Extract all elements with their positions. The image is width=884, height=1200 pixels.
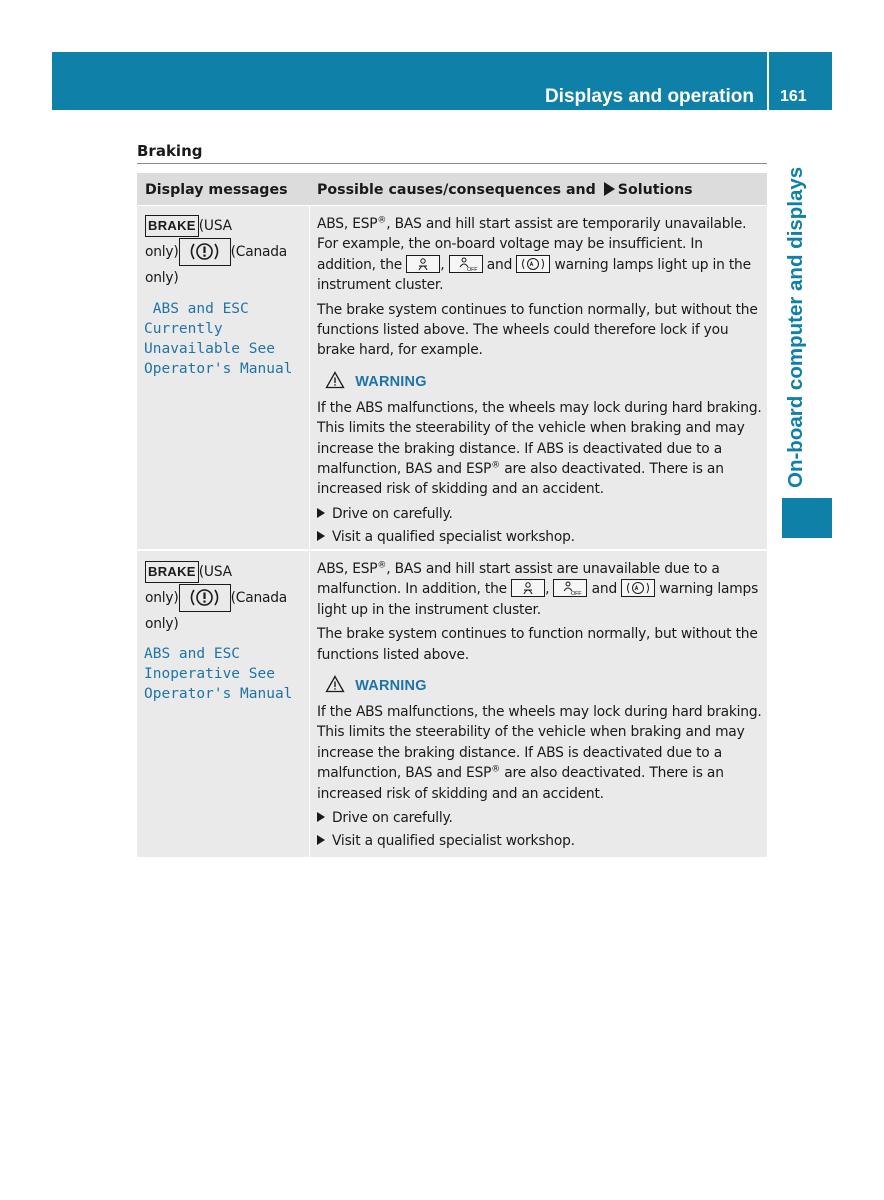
brake-warning-icon: BRAKE	[145, 561, 199, 583]
abs-warning-lamp-icon	[516, 255, 550, 273]
header-title: Displays and operation	[544, 86, 754, 107]
warning-text: If the ABS malfunctions, the wheels may lock during hard braking. This limits the steerability of the vehicle when braking and may increase the braking distance. If ABS is deactivated due to a malfunction, BAS and ESP	[317, 399, 762, 478]
bullet-arrow-icon	[317, 508, 325, 518]
table-row-2-message-cell	[137, 551, 309, 857]
cause-text: ABS, ESP	[317, 561, 378, 577]
esp-off-warning-lamp-icon	[553, 579, 587, 597]
instruction-text: Drive on carefully.	[332, 505, 453, 522]
parking-brake-warning-icon	[179, 238, 231, 266]
table-header	[137, 173, 767, 205]
warning-text: If the ABS malfunctions, the wheels may lock during hard braking. This limits the steerability of the vehicle when braking and may increase the braking distance. If ABS is deactivated due to a malfunction, BAS and ESP	[317, 704, 762, 782]
warning-text-cont: are also deactivated. There is an increased risk of skidding and an accident.	[317, 765, 724, 802]
warning-text-cont: are also deactivated. There is an increased risk of skidding and an accident.	[317, 461, 724, 498]
column-header-causes-text: Possible causes/consequences and	[317, 182, 596, 198]
column-header-solutions-text: Solutions	[617, 182, 693, 198]
warning-label: WARNING	[355, 373, 427, 390]
comma-separator: ,	[440, 256, 445, 273]
instruction-item	[317, 831, 765, 851]
warning-label: WARNING	[355, 678, 427, 695]
warning-heading	[325, 675, 765, 697]
region-usa: (USA	[198, 564, 232, 580]
conjunction: and	[591, 581, 618, 598]
registered-mark: ®	[491, 460, 501, 471]
table-row-1-solution-cell	[310, 206, 767, 549]
parking-brake-warning-icon	[179, 584, 231, 612]
table-row-1-message-cell	[137, 206, 309, 549]
region-usa: (USA	[198, 218, 232, 234]
warning-triangle-icon	[325, 371, 345, 389]
instruction-text: Visit a qualified specialist workshop.	[332, 529, 575, 546]
abs-warning-lamp-icon	[621, 579, 655, 597]
esp-warning-lamp-icon	[406, 255, 440, 273]
column-header-display-messages: Display messages	[145, 182, 288, 198]
page-number: 161	[780, 88, 807, 105]
display-message-text: ABS and ESC Currently Unavailable See Operator's Manual	[144, 301, 293, 377]
cause-text-end: warning lamps light up in the instrument cluster.	[317, 581, 759, 618]
cause-text-end: warning lamps light up in the instrument cluster.	[317, 256, 751, 294]
registered-mark: ®	[377, 560, 387, 571]
section-title: Braking	[137, 142, 203, 160]
comma-separator: ,	[545, 581, 550, 598]
instruction-item	[317, 808, 765, 828]
side-tab-marker	[782, 498, 832, 538]
brake-warning-icon: BRAKE	[145, 215, 199, 237]
region-usa-only: only)	[145, 244, 179, 260]
instruction-text: Visit a qualified specialist workshop.	[332, 833, 575, 850]
consequence-paragraph: The brake system continues to function normally, but without the functions listed above. The wheels could therefore lock if you brake hard, for example.	[317, 301, 758, 359]
section-rule	[137, 163, 767, 164]
header-divider	[767, 52, 769, 110]
column-header-causes	[317, 182, 693, 198]
arrow-right-icon	[604, 182, 615, 196]
bullet-arrow-icon	[317, 531, 325, 541]
esp-off-warning-lamp-icon	[449, 255, 483, 273]
cause-paragraph	[317, 214, 765, 296]
region-canada: (Canada	[230, 244, 288, 260]
instruction-text: Drive on carefully.	[332, 810, 453, 827]
warning-triangle-icon	[325, 675, 345, 693]
warning-paragraph	[317, 398, 765, 500]
region-usa-only: only)	[145, 590, 179, 606]
cause-paragraph	[317, 559, 765, 620]
svg-text:OFF: OFF	[571, 591, 582, 597]
page-header	[52, 52, 832, 110]
warning-paragraph	[317, 702, 765, 804]
region-canada-only: only)	[145, 616, 179, 632]
consequence-paragraph: The brake system continues to function normally, but without the functions listed above.	[317, 626, 758, 663]
instruction-item	[317, 527, 765, 547]
bullet-arrow-icon	[317, 835, 325, 845]
cause-text-cont: , BAS and hill start assist are temporarily unavailable. For example, the on-board voltage may be insufficient. In addition, the	[317, 216, 747, 273]
bullet-arrow-icon	[317, 812, 325, 822]
cause-text-cont: , BAS and hill start assist are unavailable due to a malfunction. In addition, the	[317, 561, 720, 598]
conjunction: and	[486, 256, 513, 273]
svg-text:OFF: OFF	[466, 266, 478, 272]
table-row-2-solution-cell	[310, 551, 767, 857]
cause-text: ABS, ESP	[317, 216, 378, 232]
esp-warning-lamp-icon	[511, 579, 545, 597]
region-canada: (Canada	[230, 590, 288, 606]
region-canada-only: only)	[145, 270, 179, 286]
side-tab-label: On-board computer and displays	[784, 166, 807, 488]
display-message-text: ABS and ESC Inoperative See Operator's Manual	[144, 646, 293, 702]
instruction-item	[317, 504, 765, 524]
warning-heading	[325, 371, 765, 393]
registered-mark: ®	[377, 215, 387, 226]
registered-mark: ®	[491, 764, 501, 775]
